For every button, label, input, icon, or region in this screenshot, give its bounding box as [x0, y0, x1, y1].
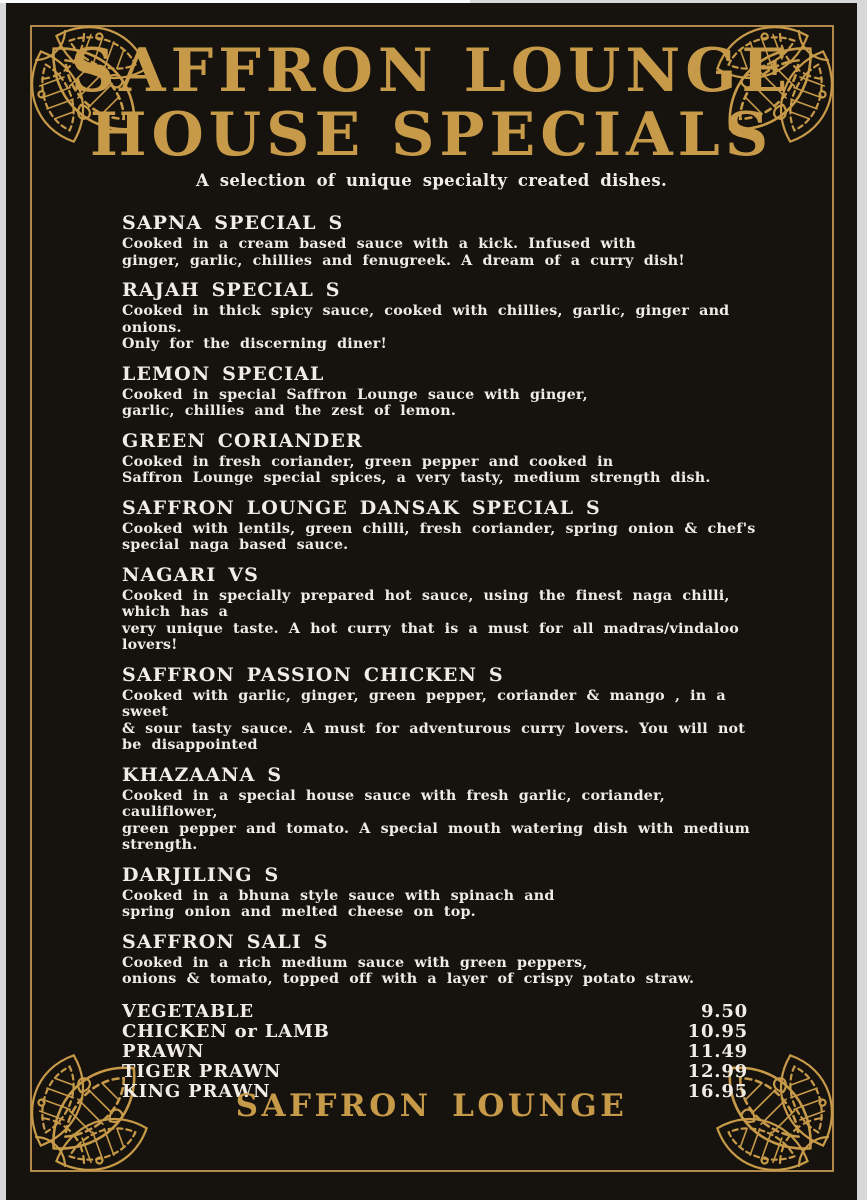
menu-item-description-line: Cooked in a special house sauce with fresh garlic, coriander, cauliflower,	[122, 787, 665, 820]
menu-item-name: SAFFRON LOUNGE DANSAK SPECIAL S	[122, 496, 601, 519]
footer-logo: SAFFRON LOUNGE	[235, 1088, 628, 1124]
price-value: 10.95	[687, 1020, 748, 1042]
menu-subtitle: A selection of unique specialty created dishes.	[196, 171, 667, 190]
menu-item	[122, 664, 767, 754]
menu-item	[122, 363, 767, 420]
menu-item-description-line: & sour tasty sauce. A must for adventurous curry lovers. You will not be disappointed	[122, 720, 746, 753]
menu-item-name: NAGARI VS	[122, 563, 259, 586]
menu-item-description-line: Cooked in fresh coriander, green pepper and cooked in	[122, 453, 614, 470]
menu-item-name: KHAZAANA S	[122, 763, 283, 786]
menu-item	[122, 430, 767, 487]
price-value: 9.50	[700, 1000, 748, 1022]
menu-title-line2: HOUSE SPECIALS	[89, 100, 774, 170]
price-item-name: PRAWN	[122, 1040, 205, 1062]
price-value: 11.49	[687, 1040, 748, 1062]
price-value: 16.95	[687, 1081, 748, 1103]
menu-item-name: SAFFRON PASSION CHICKEN S	[122, 663, 504, 686]
price-row	[122, 1042, 748, 1062]
menu-item-description-line: Cooked in a bhuna style sauce with spinach and	[122, 887, 555, 904]
price-item-name: CHICKEN or LAMB	[122, 1020, 330, 1042]
price-item-name: TIGER PRAWN	[122, 1061, 282, 1083]
menu-item-name: LEMON SPECIAL	[122, 362, 325, 385]
menu-title-line1: SAFFRON LOUNGE	[70, 36, 793, 106]
menu-header	[6, 3, 857, 190]
menu-item-description-line: Cooked with garlic, ginger, green pepper, coriander & mango , in a sweet	[122, 687, 726, 720]
menu-items-list	[122, 212, 767, 988]
menu-item	[122, 864, 767, 921]
menu-item-description-line: Cooked in a rich medium sauce with green peppers,	[122, 954, 588, 971]
price-row	[122, 1022, 748, 1042]
menu-item	[122, 564, 767, 654]
menu-item-description-line: Cooked in special Saffron Lounge sauce with ginger,	[122, 386, 588, 403]
menu-item-description-line: spring onion and melted cheese on top.	[122, 904, 476, 920]
menu-item-name: SAFFRON SALI S	[122, 930, 329, 953]
menu-item	[122, 497, 767, 554]
menu-content	[6, 3, 857, 1200]
menu-item	[122, 212, 767, 269]
price-row	[122, 1002, 748, 1022]
menu-item	[122, 764, 767, 854]
menu-item-description-line: Cooked in specially prepared hot sauce, using the finest naga chilli, which has a	[122, 587, 730, 620]
menu-item-description-line: onions & tomato, topped off with a layer of crispy potato straw.	[122, 971, 695, 987]
menu-footer	[6, 1088, 857, 1124]
price-item-name: VEGETABLE	[122, 1000, 254, 1022]
menu-item-description-line: green pepper and tomato. A special mouth watering dish with medium strength.	[122, 820, 751, 853]
menu-item-description-line: very unique taste. A hot curry that is a must for all madras/vindaloo lovers!	[122, 620, 739, 653]
price-row	[122, 1062, 748, 1082]
menu-item-name: GREEN CORIANDER	[122, 429, 363, 452]
menu-item-description-line: Only for the discerning diner!	[122, 336, 388, 352]
page-edge-sliver	[0, 0, 470, 3]
menu-item	[122, 279, 767, 353]
price-value: 12.99	[687, 1061, 748, 1083]
menu-item-description-line: Cooked in a cream based sauce with a kick. Infused with	[122, 236, 636, 252]
menu-item-description-line: garlic, chillies and the zest of lemon.	[122, 403, 457, 419]
menu-item	[122, 931, 767, 988]
menu-item-description-line: Cooked in thick spicy sauce, cooked with chillies, garlic, ginger and onions.	[122, 303, 730, 336]
menu-item-name: DARJILING S	[122, 863, 280, 886]
menu-item-description-line: ginger, garlic, chillies and fenugreek. A dream of a curry dish!	[122, 252, 685, 269]
price-item-name: KING PRAWN	[122, 1081, 271, 1103]
menu-item-name: RAJAH SPECIAL S	[122, 279, 341, 301]
menu-card	[6, 3, 857, 1200]
menu-item-description-line: Cooked with lentils, green chilli, fresh coriander, spring onion & chef's special naga based sauce.	[122, 520, 756, 553]
menu-item-description-line: Saffron Lounge special spices, a very tasty, medium strength dish.	[122, 470, 711, 486]
menu-item-name: SAPNA SPECIAL S	[122, 212, 344, 234]
